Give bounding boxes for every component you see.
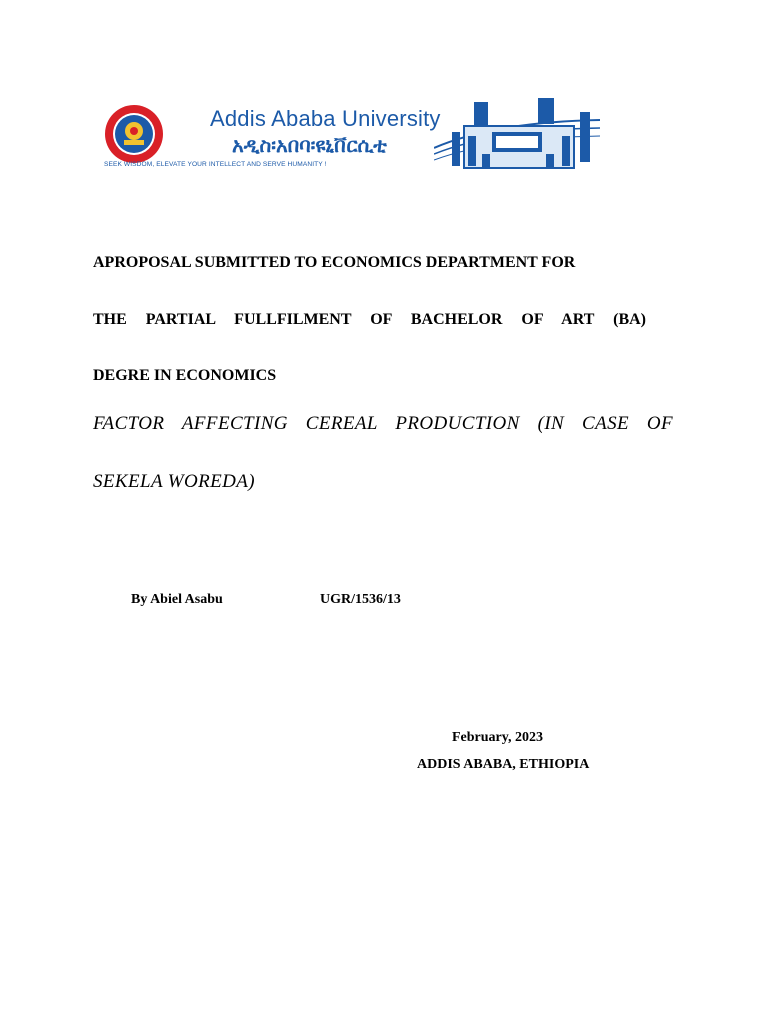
proposal-line-3: DEGRE IN ECONOMICS <box>93 367 277 384</box>
university-seal-icon <box>104 104 164 164</box>
proposal-line-2: THE PARTIAL FULLFILMENT OF BACHELOR OF ART (BA) <box>93 311 646 328</box>
title-line-1: FACTOR AFFECTING CEREAL PRODUCTION (IN CASE OF <box>93 413 673 434</box>
proposal-line-1: APROPOSAL SUBMITTED TO ECONOMICS DEPARTMENT FOR <box>93 254 576 271</box>
author-id: UGR/1536/13 <box>320 592 401 607</box>
university-building-icon <box>434 92 600 178</box>
submission-location: ADDIS ABABA, ETHIOPIA <box>417 757 590 772</box>
university-name-en: Addis Ababa University <box>210 106 441 131</box>
university-motto: SEEK WISDOM, ELEVATE YOUR INTELLECT AND SERVE HUMANITY ! <box>104 161 327 168</box>
submission-date: February, 2023 <box>452 730 543 745</box>
title-line-2: SEKELA WOREDA) <box>93 471 255 492</box>
author-name: By Abiel Asabu <box>131 592 223 607</box>
university-name-amharic: አዲስ፡አበባ፡ዩኒቨርሲቲ <box>232 133 387 157</box>
university-banner <box>100 92 600 178</box>
